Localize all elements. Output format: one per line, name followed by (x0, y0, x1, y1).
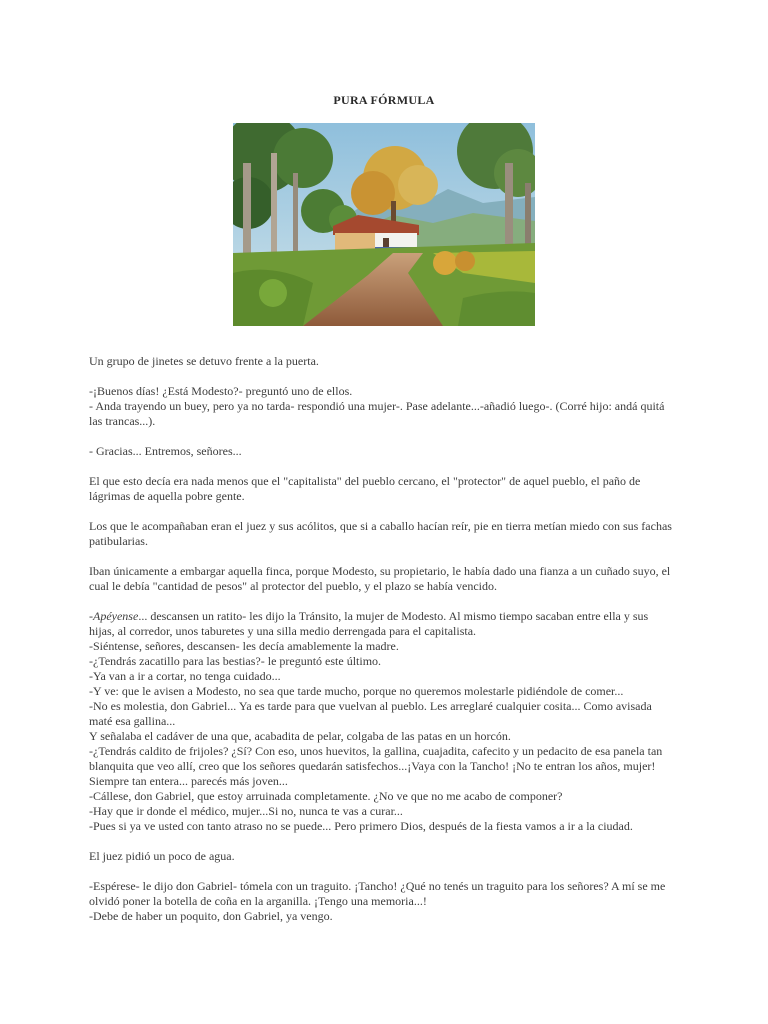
italic-word: Apéyense (93, 609, 139, 623)
paragraph-3: - Gracias... Entremos, señores... (89, 444, 242, 458)
paragraph-5: Los que le acompañaban eran el juez y sus acólitos, que si a caballo hacían reír, pie en tierra metían miedo con sus fachas patibularias. (89, 519, 672, 548)
paragraph-8: El juez pidió un poco de agua. (89, 849, 235, 863)
paragraph-4: El que esto decía era nada menos que el "capitalista" del pueblo cercano, el "protector" de aquel pueblo, el paño de lágrimas de aquella pobre gente. (89, 474, 641, 503)
paragraph-2: -¡Buenos días! ¿Está Modesto?- preguntó uno de ellos. - Anda trayendo un buey, pero ya no tarda- respondió una mujer-. Pase adelante...-añadió luego-. (Corré hijo: andá quitá las trancas...). (89, 384, 665, 428)
paragraph-1: Un grupo de jinetes se detuvo frente a la puerta. (89, 354, 319, 368)
dash-lead: - (89, 609, 93, 623)
landscape-painting-graphic (233, 123, 535, 326)
paragraph-9: -Espérese- le dijo don Gabriel- tómela con un traguito. ¡Tancho! ¿Qué no tenés un traguito para los señores? A mí se me olvidó poner la botella de coña en la arganilla. ¡Tengo una memoria...! -Debe de haber un poquito, don Gabriel, ya vengo. (89, 879, 666, 923)
paragraph-7-text: ... descansen un ratito- les dijo la Tránsito, la mujer de Modesto. Al mismo tiempo sacaban entre ella y sus hijas, al corredor, unos taburetes y una silla medio derrengada para el capitalista. -Siéntense, señores, descansen- les decía amablemente la madre. -¿Tendrás zacatillo para las bestias?- le preguntó este último. -Ya van a ir a cortar, no tenga cuidado... -Y ve: que le avisen a Modesto, no sea que tarde mucho, porque no queremos molestarle pidiéndole de comer... -No es molestia, don Gabriel... Ya es tarde para que vuelvan al pueblo. Les arreglaré cualquier cosita... Como avisada maté esa gallina... Y señalaba el cadáver de una que, acabadita de pelar, colgaba de las patas en un horcón. -¿Tendrás caldito de frijoles? ¿Sí? Con eso, unos huevitos, la gallina, cuajadita, cafecito y un pedacito de esa panela tan blanquita que veo allí, creo que los señores quedarán satisfechos...¡Vaya con la Tancho! ¡No te entran los años, mujer! Siempre tan entera... parecés más joven... -Cállese, don Gabriel, que estoy arruinada completamente. ¿No ve que no me acabo de componer? -Hay que ir donde el médico, mujer...Si no, nunca te vas a curar... -Pues si ya ve usted con tanto atraso no se puede... Pero primero Dios, después de la fiesta vamos a ir a la ciudad. (89, 609, 663, 833)
paragraph-7 (89, 609, 674, 834)
document-title: PURA FÓRMULA (333, 93, 435, 107)
landscape-painting (233, 123, 535, 326)
story-text (89, 354, 674, 939)
paragraph-6: Iban únicamente a embargar aquella finca, porque Modesto, su propietario, le había dado una fianza a un cuñado suyo, el cual le debía "cantidad de pesos" al protector del pueblo, y el plazo se había vencido. (89, 564, 671, 593)
